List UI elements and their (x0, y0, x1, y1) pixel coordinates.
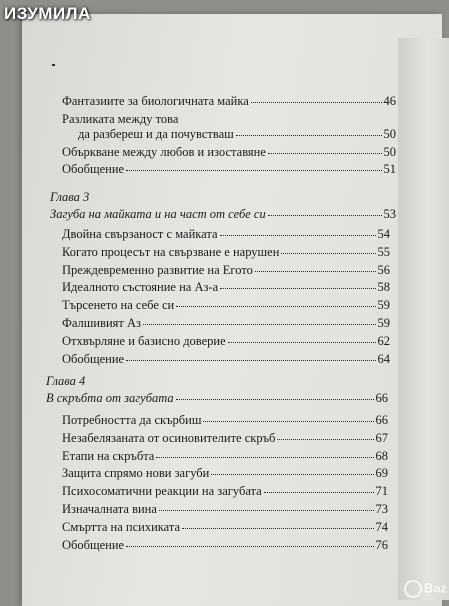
toc-entry-title: Обобщение (62, 537, 125, 552)
toc-entry-title: Смъртта на психиката (62, 519, 181, 534)
toc-entry-title: Незабелязаната от осиновителите скръб (62, 430, 276, 445)
toc-entry-page: 67 (375, 430, 388, 445)
toc-entry-page: 69 (375, 466, 388, 481)
toc-entry (62, 484, 388, 498)
dot-leader (203, 421, 373, 422)
toc-entry-page: 68 (375, 448, 388, 463)
toc-entry (62, 298, 390, 312)
toc-entry-title: Психосоматични реакции на загубата (62, 484, 262, 499)
toc-entry (62, 263, 390, 277)
toc-entry (62, 162, 396, 176)
dot-leader (220, 288, 375, 289)
toc-entry-title: Етапи на скръбта (62, 448, 155, 463)
toc-entry-page: 73 (375, 502, 388, 516)
toc-entry (62, 538, 388, 552)
dot-leader (143, 324, 376, 325)
dot-leader (281, 253, 375, 254)
toc-entry (62, 352, 390, 366)
toc-entry-title: Защита спрямо нови загуби (62, 466, 210, 481)
toc-entry-title: Търсенето на себе си (62, 298, 175, 313)
dot-leader (126, 360, 375, 361)
toc-entry-title: Отхвърляне и базисно доверие (62, 333, 226, 348)
toc-entry-page: 51 (383, 162, 396, 176)
dot-leader (277, 439, 373, 440)
toc-entry-page: 62 (377, 333, 390, 348)
dot-leader (126, 546, 373, 547)
toc-entry-title: Обобщение (62, 351, 125, 366)
toc-entry (62, 94, 396, 108)
toc-entry (62, 449, 388, 463)
toc-entry-title: Когато процесът на свързване е нарушен (62, 244, 280, 259)
toc-entry-title-line2: да разбереш и да почувстваш (78, 127, 234, 141)
toc-entry-page: 58 (377, 280, 390, 295)
toc-entry (62, 520, 388, 534)
toc-entry (78, 127, 396, 141)
toc-entry (62, 431, 388, 445)
toc-entry-page: 50 (383, 145, 396, 159)
toc-entry (62, 280, 390, 294)
toc-entry-page: 55 (377, 244, 390, 259)
dot-leader (176, 306, 375, 307)
toc-entry-page: 74 (375, 519, 388, 534)
seller-watermark: ИЗУМИЛА (4, 4, 91, 23)
dot-leader (236, 135, 382, 136)
toc-entry-title: Фантазиите за биологичната майка (62, 94, 249, 108)
toc-entry (62, 413, 388, 427)
toc-entry-page: 66 (375, 413, 388, 427)
toc-entry-page: 50 (383, 127, 396, 141)
dot-leader (126, 170, 381, 171)
toc-entry-page: 59 (377, 298, 390, 313)
dot-leader (264, 492, 374, 493)
toc-entry (62, 227, 390, 241)
dot-leader (228, 342, 376, 343)
toc-entry-title: Объркване между любов и изоставяне (62, 145, 266, 159)
toc-entry-page: 76 (375, 537, 388, 552)
dot-leader (255, 271, 376, 272)
toc-entry-title: Потребността да скърбиш (62, 413, 202, 427)
toc-entry-title: Изначалната вина (62, 502, 157, 516)
page-edge (398, 38, 449, 600)
toc-entry (62, 334, 390, 348)
toc-entry-title-line1: Разликата между това (62, 112, 179, 126)
toc-entry (62, 245, 390, 259)
chapter-label: Глава 4 (46, 374, 86, 388)
toc-entry (62, 316, 390, 330)
toc-entry-title: Преждевременно развитие на Егото (62, 262, 253, 277)
toc-entry (62, 145, 396, 159)
toc-entry (62, 502, 388, 516)
dot-leader (211, 474, 373, 475)
dot-leader (182, 528, 373, 529)
dot-leader (268, 215, 382, 216)
toc-entry-page: 59 (377, 316, 390, 330)
dot-leader (159, 510, 374, 511)
toc-entry (62, 466, 388, 480)
toc-entry-title: Обобщение (62, 162, 125, 176)
dot-leader (220, 235, 376, 236)
chapter-page: 66 (375, 391, 388, 405)
dot-leader (251, 102, 382, 103)
chapter-title-line (46, 391, 388, 405)
toc-entry-page: 71 (375, 484, 388, 499)
dot-leader (268, 153, 382, 154)
dot-leader (156, 457, 373, 458)
page-mark (52, 64, 55, 66)
toc-entry-title: Идеалното състояние на Аз-а (62, 280, 219, 295)
logo-text: Baz (423, 580, 447, 596)
toc-entry-title: Двойна свързаност с майката (62, 227, 218, 241)
chapter-label: Глава 3 (50, 190, 90, 204)
toc-entry-page: 56 (377, 262, 390, 277)
dot-leader (176, 399, 374, 400)
chapter-title: В скръбта от загубата (46, 391, 174, 405)
toc-entry-title: Фалшивият Аз (62, 316, 141, 330)
chapter-title-line (50, 207, 396, 221)
chapter-page: 53 (383, 207, 396, 221)
logo-ring-icon (404, 580, 422, 598)
toc-entry-page: 64 (377, 351, 390, 366)
toc-entry-page: 54 (377, 227, 390, 241)
bazar-logo (404, 580, 447, 598)
toc-entry-page: 46 (383, 94, 396, 108)
chapter-title: Загуба на майката и на част от себе си (50, 207, 266, 221)
